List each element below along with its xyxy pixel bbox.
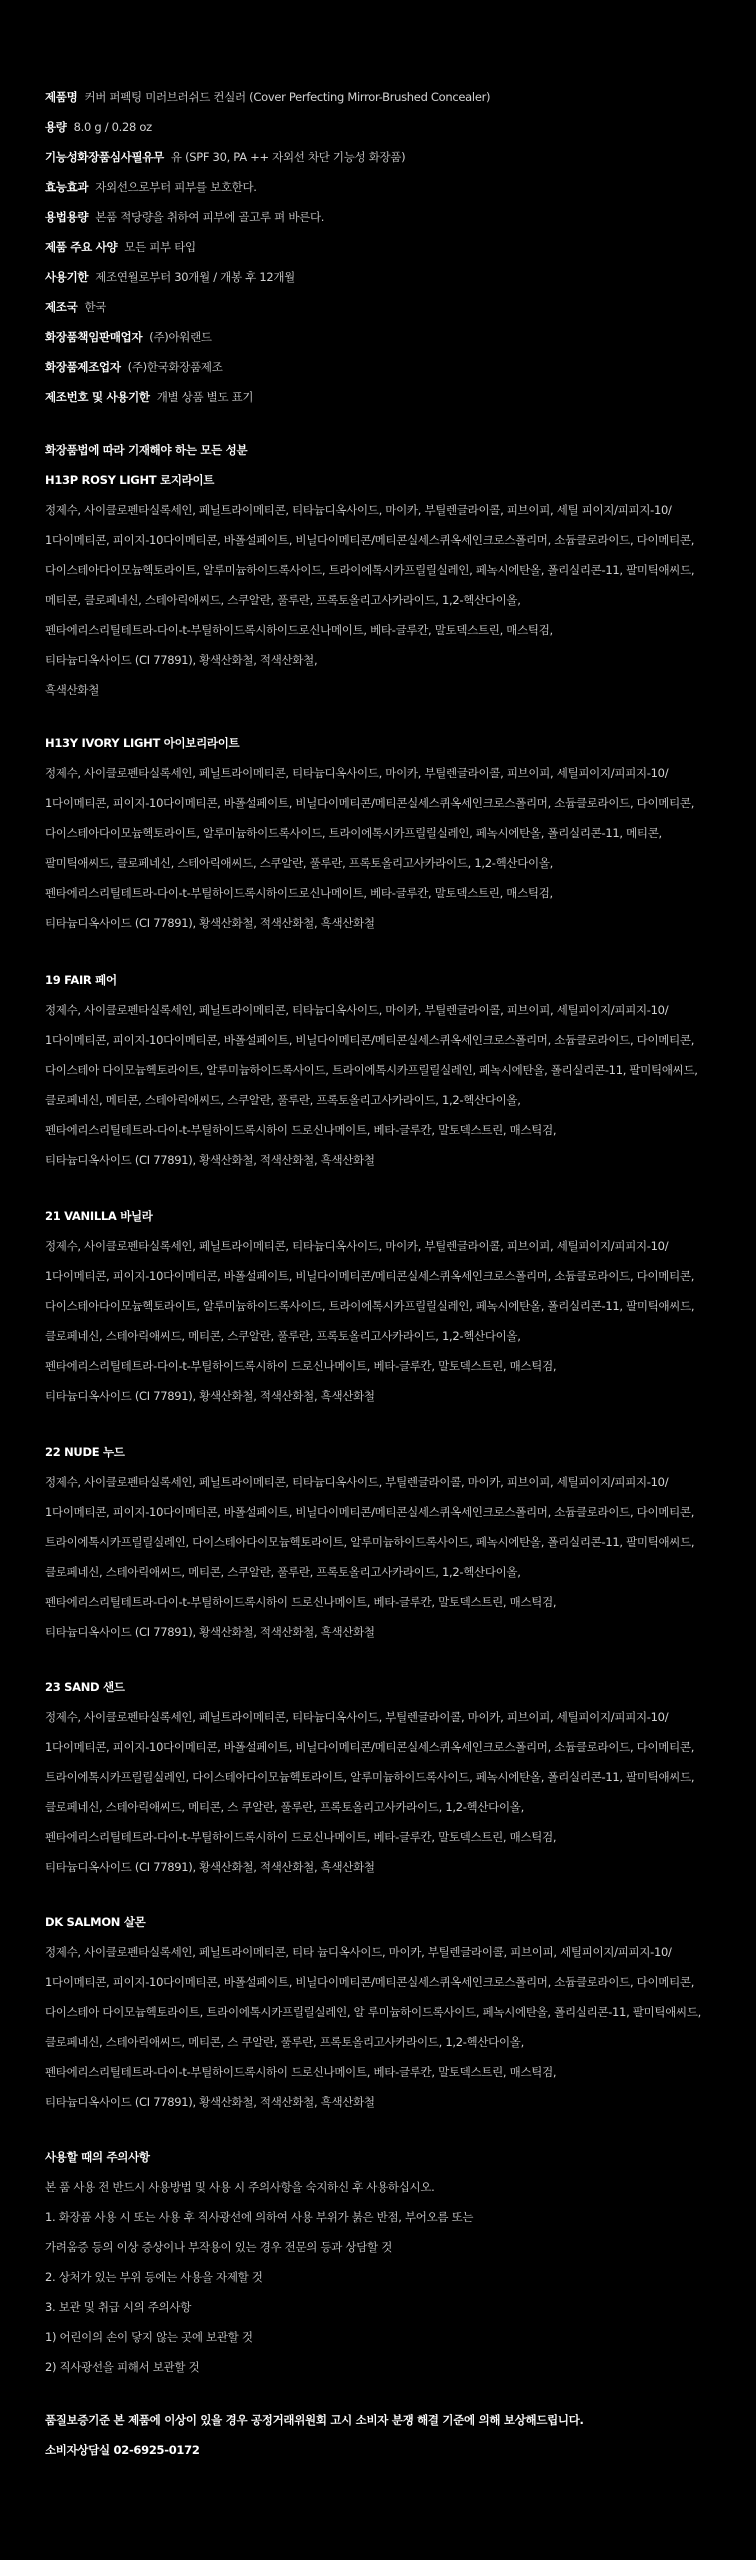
- info-row: [45, 267, 725, 297]
- info-label: 기능성화장품심사필유무: [45, 150, 164, 164]
- info-label: 제품명: [45, 90, 78, 104]
- shade-section: [45, 733, 725, 943]
- ingredient-line: 다이스테아다이모늄헥토라이트, 알루미늄하이드록사이드, 트라이에톡시카프릴릴실레인, 페녹시에탄올, 폴리실리콘-11, 메티콘,: [45, 826, 662, 840]
- ingredient-line: 클로페네신, 스테아릭애씨드, 메티콘, 스쿠알란, 풀루란, 프록토올리고사카라이드, 1,2-헥산다이올,: [45, 1565, 521, 1579]
- ingredient-line: 티타늄디옥사이드 (CI 77891), 황색산화철, 적색산화철, 흑색산화철: [45, 1389, 375, 1403]
- ingredient-line: 티타늄디옥사이드 (CI 77891), 황색산화철, 적색산화철, 흑색산화철: [45, 1860, 375, 1874]
- warning-line: 1. 화장품 사용 시 또는 사용 후 직사광선에 의하여 사용 부위가 붉은 반점, 부어오름 또는: [45, 2210, 474, 2224]
- ingredient-line: 트라이에톡시카프릴릴실레인, 다이스테아다이모늄헥토라이트, 알루미늄하이드록사이드, 페녹시에탄올, 폴리실리콘-11, 팔미틱애씨드,: [45, 1770, 695, 1784]
- ingredient-line: 정제수, 사이클로펜타실록세인, 페닐트라이메티콘, 티타늄디옥사이드, 마이카, 부틸렌글라이콜, 피브이피, 세틸피이지/피피지-10/: [45, 1003, 669, 1017]
- ingredient-line: 1다이메티콘, 피이지-10다이메티콘, 바폴설페이트, 비닐다이메티콘/메티콘실세스퀴옥세인크로스폴리머, 소듐클로라이드, 다이메티콘,: [45, 1269, 695, 1283]
- ingredient-line: 트라이에톡시카프릴릴실레인, 다이스테아다이모늄헥토라이트, 알루미늄하이드록사이드, 페녹시에탄올, 폴리실리콘-11, 팔미틱애씨드,: [45, 1535, 695, 1549]
- info-value: 8.0 g / 0.28 oz: [73, 120, 152, 134]
- ingredient-line: 정제수, 사이클로펜타실록세인, 페닐트라이메티콘, 티타늄디옥사이드, 마이카, 부틸렌글라이콜, 피브이피, 세틸피이지/피피지-10/: [45, 1239, 669, 1253]
- info-label: 제조번호 및 사용기한: [45, 390, 150, 404]
- info-label: 효능효과: [45, 180, 89, 194]
- info-label: 제조국: [45, 300, 78, 314]
- ingredients-heading: 화장품법에 따라 기재해야 하는 모든 성분: [45, 443, 248, 457]
- ingredient-line: 정제수, 사이클로펜타실록세인, 페닐트라이메티콘, 티타늄디옥사이드, 부틸렌글라이콜, 마이카, 피브이피, 세틸피이지/피피지-10/: [45, 1710, 669, 1724]
- shade-section: [45, 1206, 725, 1416]
- info-row: [45, 327, 725, 357]
- shade-title: 21 VANILLA 바닐라: [45, 1209, 153, 1223]
- info-row: [45, 207, 725, 237]
- warning-line: 2) 직사광선을 피해서 보관할 것: [45, 2360, 200, 2374]
- info-value: 유 (SPF 30, PA ++ 자외선 차단 기능성 화장품): [170, 150, 406, 164]
- footer: [45, 2410, 725, 2470]
- warning-line: 3. 보관 및 취급 시의 주의사항: [45, 2300, 192, 2314]
- ingredient-line: 티타늄디옥사이드 (CI 77891), 황색산화철, 적색산화철,: [45, 653, 318, 667]
- info-value: 본품 적당량을 취하여 피부에 골고루 펴 바른다.: [95, 210, 325, 224]
- ingredient-line: 펜타에리스리틸테트라-다이-t-부틸하이드록시하이 드로신나메이트, 베타-글루칸, 말토덱스트린, 매스틱검,: [45, 1123, 557, 1137]
- ingredient-line: 다이스테아 다이모늄헥토라이트, 트라이에톡시카프릴릴실레인, 알 루미늄하이드록사이드, 페녹시에탄올, 폴리실리콘-11, 팔미틱애씨드,: [45, 2005, 701, 2019]
- ingredient-line: 펜타에리스리틸테트라-다이-t-부틸하이드록시하이 드로신나메이트, 베타-글루칸, 말토덱스트린, 매스틱검,: [45, 1359, 557, 1373]
- usage-warnings: [45, 2147, 725, 2387]
- shade-section: [45, 1442, 725, 1652]
- ingredient-line: 정제수, 사이클로펜타실록세인, 페닐트라이메티콘, 티타늄디옥사이드, 마이카, 부틸렌글라이콜, 피브이피, 세틸 피이지/피피지-10/: [45, 503, 672, 517]
- ingredient-line: 1다이메티콘, 피이지-10다이메티콘, 바폴설페이트, 비닐다이메티콘/메티콘실세스퀴옥세인크로스폴리머, 소듐클로라이드, 다이메티콘,: [45, 1505, 695, 1519]
- shade-section: [45, 1677, 725, 1887]
- ingredient-line: 펜타에리스리틸테트라-다이-t-부틸하이드록시하이드로신나메이트, 베타-글루칸, 말토덱스트린, 매스틱검,: [45, 623, 553, 637]
- warning-line: 1) 어린이의 손이 닿지 않는 곳에 보관할 것: [45, 2330, 253, 2344]
- info-value: 커버 퍼펙팅 미러브러쉬드 컨실러 (Cover Perfecting Mirror-Brushed Concealer): [84, 90, 491, 104]
- ingredient-line: 티타늄디옥사이드 (CI 77891), 황색산화철, 적색산화철, 흑색산화철: [45, 1153, 375, 1167]
- ingredient-line: 다이스테아다이모늄헥토라이트, 알루미늄하이드록사이드, 트라이에톡시카프릴릴실레인, 페녹시에탄올, 폴리실리콘-11, 팔미틱애씨드,: [45, 1299, 695, 1313]
- ingredient-line: 펜타에리스리틸테트라-다이-t-부틸하이드록시하이 드로신나메이트, 베타-글루칸, 말토덱스트린, 매스틱검,: [45, 1830, 557, 1844]
- info-row: [45, 177, 725, 207]
- ingredient-line: 티타늄디옥사이드 (CI 77891), 황색산화철, 적색산화철, 흑색산화철: [45, 2095, 375, 2109]
- info-row: [45, 147, 725, 177]
- info-row: [45, 297, 725, 327]
- info-label: 용량: [45, 120, 67, 134]
- info-label: 용법용량: [45, 210, 89, 224]
- ingredient-line: 펜타에리스리틸테트라-다이-t-부틸하이드록시하이드로신나메이트, 베타-글루칸, 말토덱스트린, 매스틱검,: [45, 886, 553, 900]
- ingredient-line: 티타늄디옥사이드 (CI 77891), 황색산화철, 적색산화철, 흑색산화철: [45, 916, 375, 930]
- ingredient-line: 클로페네신, 스테아릭애씨드, 메티콘, 스 쿠알란, 풀루란, 프록토올리고사카라이드, 1,2-헥산다이올,: [45, 1800, 524, 1814]
- shade-title: DK SALMON 살몬: [45, 1915, 146, 1929]
- ingredient-line: 팔미틱애씨드, 클로페네신, 스테아릭애씨드, 스쿠알란, 풀루란, 프록토올리고사카라이드, 1,2-헥산다이올,: [45, 856, 554, 870]
- ingredient-line: 1다이메티콘, 피이지-10다이메티콘, 바폴설페이트, 비닐다이메티콘/메티콘실세스퀴옥세인크로스폴리머, 소듐클로라이드, 다이메티콘,: [45, 1033, 695, 1047]
- ingredients-title: [45, 440, 725, 460]
- warning-line: 2. 상처가 있는 부위 등에는 사용을 자제할 것: [45, 2270, 263, 2284]
- customer-service: 소비자상담실 02-6925-0172: [45, 2443, 200, 2457]
- ingredient-line: 1다이메티콘, 피이지-10다이메티콘, 바폴설페이트, 비닐다이메티콘/메티콘실세스퀴옥세인크로스폴리머, 소듐클로라이드, 다이메티콘,: [45, 1975, 695, 1989]
- info-label: 화장품제조업자: [45, 360, 121, 374]
- ingredient-line: 다이스테아 다이모늄헥토라이트, 알루미늄하이드록사이드, 트라이에톡시카프릴릴실레인, 페녹시에탄올, 폴리실리콘-11, 팔미틱애씨드,: [45, 1063, 698, 1077]
- ingredient-line: 정제수, 사이클로펜타실록세인, 페닐트라이메티콘, 티타늄디옥사이드, 마이카, 부틸렌글라이콜, 피브이피, 세틸피이지/피피지-10/: [45, 766, 669, 780]
- warning-line: 가려움증 등의 이상 증상이나 부작용이 있는 경우 전문의 등과 상담할 것: [45, 2240, 393, 2254]
- info-value: (주)한국화장품제조: [127, 360, 223, 374]
- info-label: 화장품책임판매업자: [45, 330, 143, 344]
- ingredient-line: 정제수, 사이클로펜타실록세인, 페닐트라이메티콘, 티타 늄디옥사이드, 마이카, 부틸렌글라이콜, 피브이피, 세틸피이지/피피지-10/: [45, 1945, 672, 1959]
- ingredient-line: 클로페네신, 메티콘, 스테아릭애씨드, 스쿠알란, 풀루란, 프록토올리고사카라이드, 1,2-헥산다이올,: [45, 1093, 521, 1107]
- ingredient-line: 메티콘, 클로페네신, 스테아릭애씨드, 스쿠알란, 풀루란, 프록토올리고사카라이드, 1,2-헥산다이올,: [45, 593, 521, 607]
- ingredient-line: 펜타에리스리틸테트라-다이-t-부틸하이드록시하이 드로신나메이트, 베타-글루칸, 말토덱스트린, 매스틱검,: [45, 2065, 557, 2079]
- ingredient-line: 1다이메티콘, 피이지-10다이메티콘, 바폴설페이트, 비닐다이메티콘/메티콘실세스퀴옥세인크로스폴리머, 소듐클로라이드, 다이메티콘,: [45, 796, 695, 810]
- ingredient-line: 다이스테아다이모늄헥토라이트, 알루미늄하이드록사이드, 트라이에톡시카프릴릴실레인, 페녹시에탄올, 폴리실리콘-11, 팔미틱애씨드,: [45, 563, 695, 577]
- ingredient-line: 흑색산화철: [45, 683, 100, 697]
- info-row: [45, 357, 725, 387]
- info-row: [45, 117, 725, 147]
- shade-section: [45, 1912, 725, 2122]
- quality-guarantee: 품질보증기준 본 제품에 이상이 있을 경우 공정거래위원회 고시 소비자 분쟁 해결 기준에 의해 보상해드립니다.: [45, 2413, 584, 2427]
- ingredient-line: 클로페네신, 스테아릭애씨드, 메티콘, 스 쿠알란, 풀루란, 프록토올리고사카라이드, 1,2-헥산다이올,: [45, 2035, 524, 2049]
- info-value: 제조연월로부터 30개월 / 개봉 후 12개월: [95, 270, 295, 284]
- shade-title: 23 SAND 샌드: [45, 1680, 125, 1694]
- shade-title: 19 FAIR 페어: [45, 973, 117, 987]
- info-value: (주)아워랜드: [149, 330, 212, 344]
- info-row: [45, 237, 725, 267]
- shade-section: [45, 970, 725, 1180]
- ingredient-line: 클로페네신, 스테아릭애씨드, 메티콘, 스쿠알란, 풀루란, 프록토올리고사카라이드, 1,2-헥산다이올,: [45, 1329, 521, 1343]
- ingredient-line: 정제수, 사이클로펜타실록세인, 페닐트라이메티콘, 티타늄디옥사이드, 부틸렌글라이콜, 마이카, 피브이피, 세틸피이지/피피지-10/: [45, 1475, 669, 1489]
- info-row: [45, 87, 725, 117]
- product-info-list: [45, 87, 725, 417]
- warnings-title: 사용할 때의 주의사항: [45, 2150, 150, 2164]
- info-value: 자외선으로부터 피부를 보호한다.: [95, 180, 257, 194]
- shade-section: [45, 470, 725, 710]
- shade-title: H13P ROSY LIGHT 로지라이트: [45, 473, 215, 487]
- ingredient-line: 티타늄디옥사이드 (CI 77891), 황색산화철, 적색산화철, 흑색산화철: [45, 1625, 375, 1639]
- warning-line: 본 품 사용 전 반드시 사용방법 및 사용 시 주의사항을 숙지하신 후 사용하십시오.: [45, 2180, 435, 2194]
- info-value: 모든 피부 타입: [124, 240, 196, 254]
- info-label: 사용기한: [45, 270, 89, 284]
- shade-title: H13Y IVORY LIGHT 아이보리라이트: [45, 736, 240, 750]
- ingredient-line: 펜타에리스리틸테트라-다이-t-부틸하이드록시하이 드로신나메이트, 베타-글루칸, 말토덱스트린, 매스틱검,: [45, 1595, 557, 1609]
- info-value: 개별 상품 별도 표기: [156, 390, 254, 404]
- ingredient-line: 1다이메티콘, 피이지-10다이메티콘, 바폴설페이트, 비닐다이메티콘/메티콘실세스퀴옥세인크로스폴리머, 소듐클로라이드, 다이메티콘,: [45, 533, 695, 547]
- info-label: 제품 주요 사양: [45, 240, 118, 254]
- ingredient-line: 1다이메티콘, 피이지-10다이메티콘, 바폴설페이트, 비닐다이메티콘/메티콘실세스퀴옥세인크로스폴리머, 소듐클로라이드, 다이메티콘,: [45, 1740, 695, 1754]
- shade-title: 22 NUDE 누드: [45, 1445, 125, 1459]
- info-row: [45, 387, 725, 417]
- info-value: 한국: [84, 300, 107, 314]
